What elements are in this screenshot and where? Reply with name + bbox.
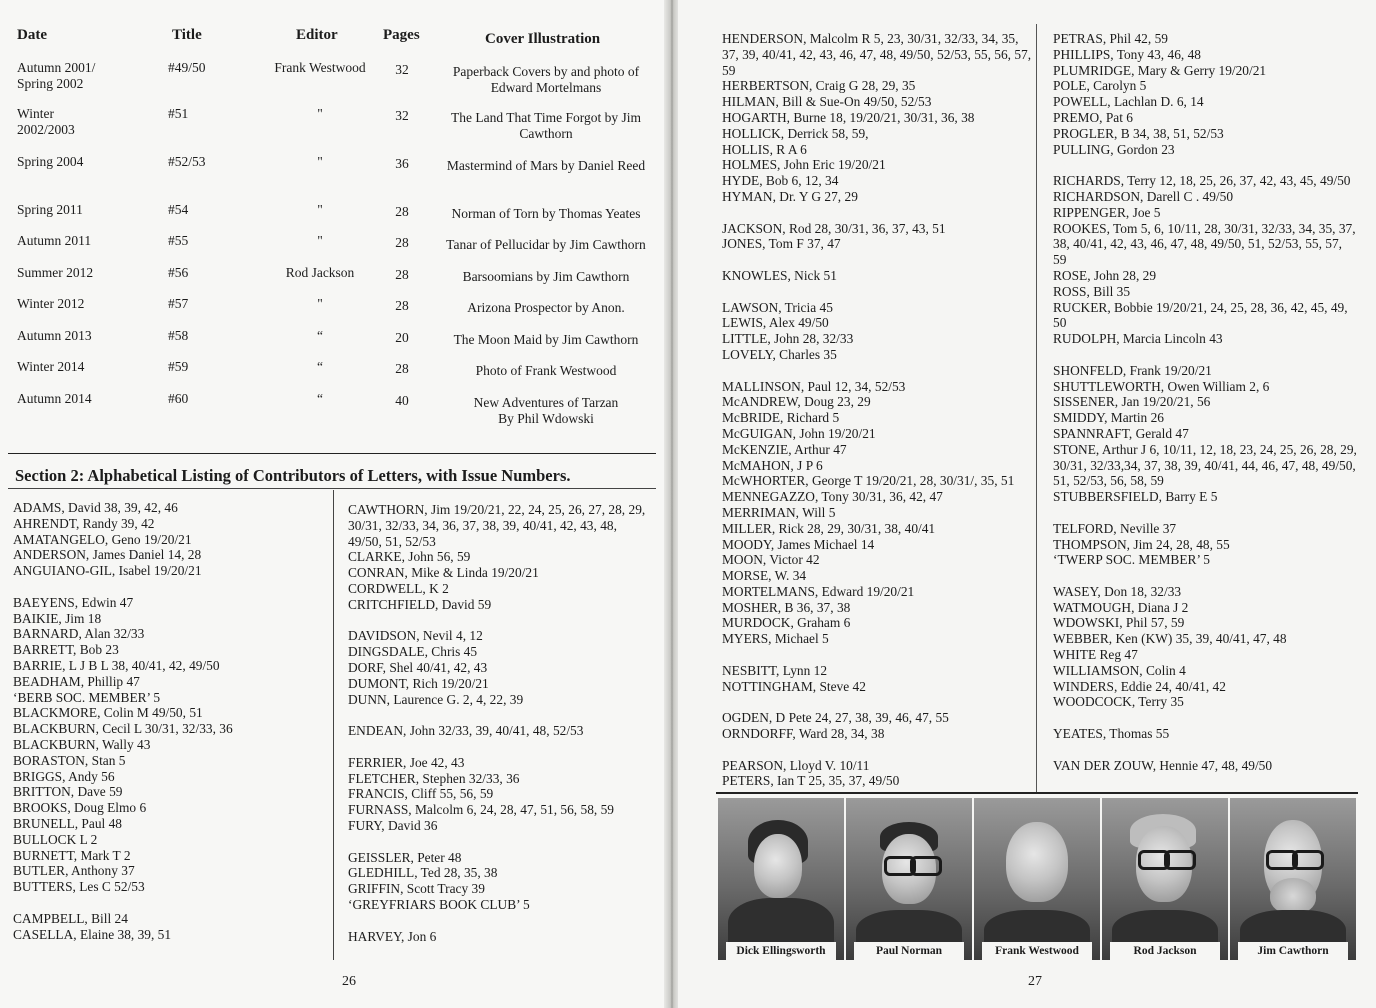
contributor-entry: AMATANGELO, Geno 19/20/21 (13, 531, 192, 547)
contributor-entry: GRIFFIN, Scott Tracy 39 (348, 881, 485, 897)
contributor-entry: POLE, Carolyn 5 (1053, 78, 1147, 94)
header-cover: Cover Illustration (485, 31, 601, 47)
contributor-entry: BEADHAM, Phillip 47 (13, 673, 140, 689)
contributor-entry: PEARSON, Lloyd V. 10/11 (722, 757, 870, 773)
contributor-entry: FURNASS, Malcolm 6, 24, 28, 47, 51, 56, 58, 59 (348, 802, 614, 818)
cell-pages: 28 (395, 204, 409, 219)
contributor-entry: ENDEAN, John 32/33, 39, 40/41, 48, 52/53 (348, 723, 584, 739)
contributor-entry: HILMAN, Bill & Sue-On 49/50, 52/53 (722, 94, 932, 110)
contributor-entry: BROOKS, Doug Elmo 6 (13, 800, 147, 816)
table-divider (8, 453, 656, 454)
contributor-entry: MERRIMAN, Will 5 (722, 504, 836, 520)
cell-cover: Photo of Frank Westwood (475, 363, 617, 378)
cell-title: #54 (168, 202, 189, 217)
contributor-entry: CAMPBELL, Bill 24 (13, 910, 128, 926)
contributor-entry: DAVIDSON, Nevil 4, 12 (348, 628, 483, 644)
contributor-entry: HARVEY, Jon 6 (348, 928, 437, 944)
contributor-entry: BLACKMORE, Colin M 49/50, 51 (13, 705, 203, 721)
list-spacer (722, 647, 1037, 663)
contributor-entry: HYDE, Bob 6, 12, 34 (722, 173, 839, 189)
contributor-entry: JACKSON, Rod 28, 30/31, 36, 37, 43, 51 (722, 220, 946, 236)
contributor-entry: ADAMS, David 38, 39, 42, 46 (13, 500, 178, 515)
contributor-entry: BAIKIE, Jim 18 (13, 610, 102, 626)
contributor-entry: HOLMES, John Eric 19/20/21 (722, 157, 886, 173)
cell-title: #59 (168, 359, 189, 374)
cell-date: Spring 2004 (17, 154, 84, 169)
contributor-entry: FLETCHER, Stephen 32/33, 36 (348, 770, 520, 786)
contributor-entry: LEWIS, Alex 49/50 (722, 315, 829, 331)
cell-date: Autumn 2013 (17, 328, 92, 343)
cell-cover: Tanar of Pellucidar by Jim Cawthorn (446, 237, 646, 252)
cell-editor: “ (317, 359, 323, 374)
contributor-entry: BUTLER, Anthony 37 (13, 863, 135, 879)
contributor-entry: CLARKE, John 56, 59 (348, 549, 471, 565)
contributor-entry: YEATES, Thomas 55 (1053, 726, 1170, 742)
cell-editor: " (317, 296, 323, 311)
contributor-entry: MYERS, Michael 5 (722, 631, 829, 647)
contributor-entry: WEBBER, Ken (KW) 35, 39, 40/41, 47, 48 (1053, 631, 1287, 647)
contributor-entry: ROSE, John 28, 29 (1053, 267, 1157, 283)
header-editor: Editor (296, 27, 338, 43)
contributor-entry: HOGARTH, Burne 18, 19/20/21, 30/31, 36, 38 (722, 109, 975, 125)
contributor-entry: BRIGGS, Andy 56 (13, 768, 115, 784)
cell-editor: " (317, 202, 323, 217)
cell-title: #60 (168, 391, 189, 406)
column-divider (333, 490, 334, 960)
header-date: Date (17, 27, 47, 43)
contributor-entry: WHITE Reg 47 (1053, 647, 1138, 663)
page-number: 26 (342, 974, 356, 989)
contributor-entry: MOODY, James Michael 14 (722, 536, 875, 552)
contributor-entry: FURY, David 36 (348, 817, 438, 833)
cell-pages: 28 (395, 298, 409, 313)
cell-pages: 40 (395, 393, 409, 408)
contributor-entry: BAEYENS, Edwin 47 (13, 594, 134, 610)
contributor-entry: STUBBERSFIELD, Barry E 5 (1053, 489, 1218, 505)
contributor-entry: VAN DER ZOUW, Hennie 47, 48, 49/50 (1053, 757, 1273, 773)
contributor-entry: BURNETT, Mark T 2 (13, 847, 131, 863)
contributor-entry: RIPPENGER, Joe 5 (1053, 204, 1161, 220)
contributor-entry: RUDOLPH, Marcia Lincoln 43 (1053, 331, 1223, 347)
contributor-entry: LOVELY, Charles 35 (722, 346, 837, 362)
contributor-entry: PULLING, Gordon 23 (1053, 141, 1175, 157)
contributor-entry: BLACKBURN, Wally 43 (13, 736, 151, 752)
list-spacer (348, 707, 654, 723)
contributor-entry: RICHARDS, Terry 12, 18, 25, 26, 37, 42, 43, 45, 49/50 (1053, 173, 1351, 189)
contributor-entry: POWELL, Lachlan D. 6, 14 (1053, 94, 1204, 110)
cell-cover: Arizona Prospector by Anon. (467, 300, 625, 315)
contributor-entry: HENDERSON, Malcolm R 5, 23, 30/31, 32/33, 34, 35, 37, 39, 40/41, 42, 43, 46, 47, 48, 49/50, 52/53, 55, 56, 57, 59 (722, 31, 1032, 78)
cell-cover: Barsoomians by Jim Cawthorn (462, 269, 630, 284)
photo-rod-jackson (1102, 798, 1228, 960)
contributor-entry: STONE, Arthur J 6, 10/11, 12, 18, 23, 24, 25, 26, 28, 29, 30/31, 32/33,34, 37, 38, 39, 40/41, 44, 46, 47, 48, 49/50, 51, 52/53, 56, 58, 59 (1053, 441, 1357, 489)
contributor-entry: SHUTTLEWORTH, Owen William 2, 6 (1053, 378, 1270, 394)
cell-date: Winter 2012 (17, 296, 85, 311)
list-spacer (1053, 710, 1358, 726)
list-spacer (348, 739, 654, 755)
page-number: 27 (1028, 974, 1042, 989)
contributor-entry: PREMO, Pat 6 (1053, 109, 1133, 125)
contributor-entry: WINDERS, Eddie 24, 40/41, 42 (1053, 678, 1226, 694)
cell-date: Winter 2014 (17, 359, 85, 374)
contributor-entry: ‘BERB SOC. MEMBER’ 5 (13, 689, 161, 705)
contributor-entry: TELFORD, Neville 37 (1053, 520, 1177, 536)
contributor-entry: HYMAN, Dr. Y G 27, 29 (722, 188, 858, 204)
contributor-entry: CONRAN, Mike & Linda 19/20/21 (348, 565, 539, 581)
contributor-entry: McKENZIE, Arthur 47 (722, 441, 847, 457)
contributor-entry: SPANNRAFT, Gerald 47 (1053, 425, 1189, 441)
contributor-entry: MALLINSON, Paul 12, 34, 52/53 (722, 378, 906, 394)
contributor-entry: ROOKES, Tom 5, 6, 10/11, 28, 30/31, 32/33, 34, 35, 37, 38, 40/41, 42, 43, 46, 47, 48, 49/50, 51, 52/53, 55, 57, 59 (1053, 220, 1356, 268)
cell-cover: The Moon Maid by Jim Cawthorn (453, 332, 639, 347)
contributor-entry: WILLIAMSON, Colin 4 (1053, 662, 1186, 678)
contributor-entry: McGUIGAN, John 19/20/21 (722, 425, 876, 441)
contributor-entry: WDOWSKI, Phil 57, 59 (1053, 615, 1185, 631)
cell-editor: " (317, 154, 323, 169)
contributor-entry: ANDERSON, James Daniel 14, 28 (13, 547, 202, 563)
contributor-entry: OGDEN, D Pete 24, 27, 38, 39, 46, 47, 55 (722, 710, 949, 726)
contributor-entry: MORSE, W. 34 (722, 568, 807, 584)
cell-date: Summer 2012 (17, 265, 94, 280)
list-spacer (1053, 568, 1358, 584)
contributor-entry: WOODCOCK, Terry 35 (1053, 694, 1184, 710)
cell-date: Autumn 2011 (17, 233, 92, 248)
contributor-entry: ‘TWERP SOC. MEMBER’ 5 (1053, 552, 1210, 568)
cell-pages: 36 (395, 156, 409, 171)
photo-caption: Frank Westwood (982, 942, 1092, 960)
header-pages: Pages (383, 27, 420, 43)
cell-pages: 28 (395, 235, 409, 250)
section-divider (8, 488, 656, 489)
cell-title: #52/53 (168, 154, 206, 169)
contributor-entry: McWHORTER, George T 19/20/21, 28, 30/31/, 35, 51 (722, 473, 1015, 489)
cell-cover: Mastermind of Mars by Daniel Reed (446, 158, 646, 173)
list-spacer (722, 252, 1037, 268)
list-spacer (1053, 742, 1358, 758)
photo-caption: Paul Norman (854, 942, 964, 960)
contributor-entry: MORTELMANS, Edward 19/20/21 (722, 583, 915, 599)
cell-title: #57 (168, 296, 189, 311)
list-spacer (722, 363, 1037, 379)
right-page (678, 0, 1376, 1008)
cell-pages: 32 (395, 108, 409, 123)
contributor-entry: WASEY, Don 18, 32/33 (1053, 583, 1182, 599)
cell-date: Winter 2002/2003 (17, 106, 75, 137)
contributor-entry: BUTTERS, Les C 52/53 (13, 879, 145, 895)
contributor-entry: PETERS, Ian T 25, 35, 37, 49/50 (722, 773, 900, 789)
header-title: Title (172, 27, 202, 43)
cell-cover: New Adventures of Tarzan By Phil Wdowski (473, 395, 619, 426)
contributor-entry: CASELLA, Elaine 38, 39, 51 (13, 926, 172, 942)
contributor-entry: BRUNELL, Paul 48 (13, 815, 122, 831)
contributor-entry: GLEDHILL, Ted 28, 35, 38 (348, 865, 498, 881)
cell-pages: 32 (395, 62, 409, 77)
cell-editor: Rod Jackson (285, 265, 355, 280)
contributor-entry: MILLER, Rick 28, 29, 30/31, 38, 40/41 (722, 520, 936, 536)
contributor-entry: MOON, Victor 42 (722, 552, 820, 568)
cell-title: #51 (168, 106, 189, 121)
cell-editor: " (317, 233, 323, 248)
contributor-entry: KNOWLES, Nick 51 (722, 267, 837, 283)
contributor-entry: MURDOCK, Graham 6 (722, 615, 851, 631)
contributor-entry: DORF, Shel 40/41, 42, 43 (348, 659, 488, 675)
cell-date: Spring 2011 (17, 202, 83, 217)
contributor-entry: FRANCIS, Cliff 55, 56, 59 (348, 786, 494, 802)
cell-title: #56 (168, 265, 189, 280)
list-spacer (1053, 347, 1358, 363)
contributor-entry: McBRIDE, Richard 5 (722, 410, 840, 426)
contributors-column-2 (348, 502, 654, 944)
contributor-entry: LAWSON, Tricia 45 (722, 299, 833, 315)
list-spacer (348, 613, 654, 629)
photo-caption: Rod Jackson (1110, 942, 1220, 960)
list-spacer (348, 834, 654, 850)
contributor-entry: PLUMRIDGE, Mary & Gerry 19/20/21 (1053, 62, 1267, 78)
contributor-entry: ANGUIANO-GIL, Isabel 19/20/21 (13, 563, 202, 579)
contributor-entry: THOMPSON, Jim 24, 28, 48, 55 (1053, 536, 1230, 552)
contributor-entry: MENNEGAZZO, Tony 30/31, 36, 42, 47 (722, 489, 943, 505)
contributor-entry: HERBERTSON, Craig G 28, 29, 35 (722, 78, 916, 94)
contributor-entry: CORDWELL, K 2 (348, 580, 449, 596)
contributor-entry: ‘GREYFRIARS BOOK CLUB’ 5 (348, 896, 530, 912)
photo-caption: Dick Ellingsworth (726, 942, 836, 960)
cell-title: #55 (168, 233, 189, 248)
list-spacer (722, 742, 1037, 758)
contributor-entry: PROGLER, B 34, 38, 51, 52/53 (1053, 125, 1224, 141)
section-heading: Section 2: Alphabetical Listing of Contributors of Letters, with Issue Numbers. (15, 466, 571, 485)
contributor-entry: SMIDDY, Martin 26 (1053, 410, 1164, 426)
contributors-column-1 (13, 500, 323, 942)
contributor-entry: JONES, Tom F 37, 47 (722, 236, 841, 252)
contributor-entry: ORNDORFF, Ward 28, 34, 38 (722, 726, 885, 742)
contributor-entry: PETRAS, Phil 42, 59 (1053, 31, 1168, 46)
contributor-entry: CAWTHORN, Jim 19/20/21, 22, 24, 25, 26, 27, 28, 29, 30/31, 32/33, 34, 36, 37, 38, 39, 40/41, 42, 43, 48, 49/50, 51, 52/53 (348, 502, 646, 549)
cell-date: Autumn 2014 (17, 391, 92, 406)
contributor-entry: HOLLIS, R A 6 (722, 141, 807, 157)
contributor-entry: DUMONT, Rich 19/20/21 (348, 675, 489, 691)
list-spacer (1053, 157, 1358, 173)
list-spacer (722, 694, 1037, 710)
list-spacer (348, 913, 654, 929)
cell-editor: “ (317, 391, 323, 406)
contributors-column-4 (1053, 31, 1358, 773)
contributor-entry: DINGSDALE, Chris 45 (348, 644, 478, 660)
list-spacer (13, 579, 323, 595)
contributor-entry: LITTLE, John 28, 32/33 (722, 331, 854, 347)
contributor-entry: AHRENDT, Randy 39, 42 (13, 515, 155, 531)
list-spacer (722, 205, 1037, 221)
contributor-entry: NOTTINGHAM, Steve 42 (722, 678, 866, 694)
cell-editor: Frank Westwood (274, 60, 366, 75)
contributor-entry: DUNN, Laurence G. 2, 4, 22, 39 (348, 691, 524, 707)
cell-editor: " (317, 106, 323, 121)
photo-frank-westwood (974, 798, 1100, 960)
contributor-entry: SHONFELD, Frank 19/20/21 (1053, 362, 1212, 378)
column-divider (1036, 24, 1037, 792)
photo-jim-cawthorn (1230, 798, 1356, 960)
cell-cover: Norman of Torn by Thomas Yeates (451, 206, 641, 221)
cell-cover: The Land That Time Forgot by Jim Cawthorn (450, 110, 641, 141)
contributor-entry: BULLOCK L 2 (13, 831, 98, 847)
photos-divider (716, 792, 1358, 794)
cell-title: #49/50 (168, 60, 206, 75)
cell-pages: 20 (395, 330, 409, 345)
contributor-entry: BARNARD, Alan 32/33 (13, 626, 145, 642)
contributor-entry: SISSENER, Jan 19/20/21, 56 (1053, 394, 1211, 410)
cell-editor: “ (317, 328, 323, 343)
photo-paul-norman (846, 798, 972, 960)
contributor-entry: RUCKER, Bobbie 19/20/21, 24, 25, 28, 36, 42, 45, 49, 50 (1053, 299, 1348, 331)
contributor-entry: McANDREW, Doug 23, 29 (722, 394, 871, 410)
list-spacer (1053, 505, 1358, 521)
contributor-entry: BRITTON, Dave 59 (13, 784, 123, 800)
contributor-entry: BORASTON, Stan 5 (13, 752, 126, 768)
cell-pages: 28 (395, 267, 409, 282)
cell-cover: Paperback Covers by and photo of Edward Mortelmans (452, 64, 640, 95)
contributor-entry: GEISSLER, Peter 48 (348, 849, 462, 865)
list-spacer (722, 284, 1037, 300)
contributor-entry: WATMOUGH, Diana J 2 (1053, 599, 1189, 615)
contributor-entry: McMAHON, J P 6 (722, 457, 823, 473)
list-spacer (13, 895, 323, 911)
cell-pages: 28 (395, 361, 409, 376)
contributor-entry: PHILLIPS, Tony 43, 46, 48 (1053, 46, 1201, 62)
contributors-column-3 (722, 31, 1037, 789)
contributor-entry: HOLLICK, Derrick 58, 59, (722, 125, 869, 141)
contributor-entry: RICHARDSON, Darell C . 49/50 (1053, 188, 1234, 204)
contributor-entry: BLACKBURN, Cecil L 30/31, 32/33, 36 (13, 721, 233, 737)
contributor-entry: MOSHER, B 36, 37, 38 (722, 599, 851, 615)
contributor-entry: BARRIE, L J B L 38, 40/41, 42, 49/50 (13, 657, 220, 673)
contributor-entry: CRITCHFIELD, David 59 (348, 596, 492, 612)
contributor-entry: ROSS, Bill 35 (1053, 283, 1131, 299)
photo-caption: Jim Cawthorn (1238, 942, 1348, 960)
contributor-entry: BARRETT, Bob 23 (13, 642, 119, 658)
contributor-entry: FERRIER, Joe 42, 43 (348, 754, 465, 770)
left-page (0, 0, 666, 1008)
cell-date: Autumn 2001/ Spring 2002 (17, 60, 96, 91)
cell-title: #58 (168, 328, 189, 343)
contributor-entry: NESBITT, Lynn 12 (722, 662, 828, 678)
photo-dick-ellingsworth (718, 798, 844, 960)
